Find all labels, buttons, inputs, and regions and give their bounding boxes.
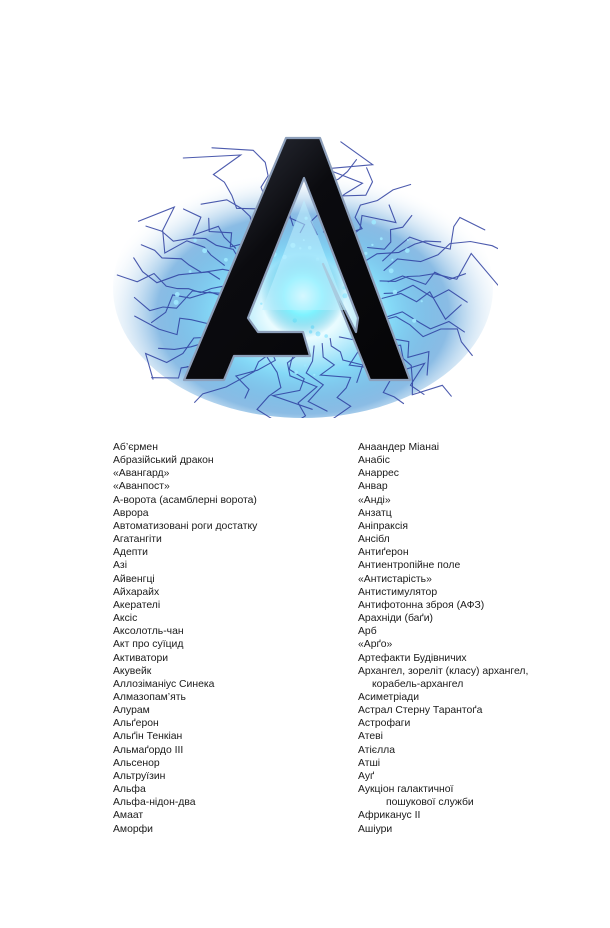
index-entry: Айвенгці [113,573,155,585]
index-entry: Ансібл [358,534,390,546]
index-entry: Алурам [113,705,150,717]
index-entry: Акувейк [113,665,152,677]
index-entry: Антиґерон [358,547,409,559]
circuit-node [189,270,192,273]
circuit-node [294,371,298,375]
circuit-node [412,319,416,323]
index-entry: Аксіс [113,613,138,625]
index-entry: Аллозіманіус Синека [113,678,215,690]
circuit-node [175,292,180,297]
index-entry: Ауґ [358,770,375,782]
index-entry: Абразійський дракон [113,455,214,467]
index-entry: Анабіс [358,455,390,467]
index-entry: «Авангард» [113,468,170,480]
circuit-node [224,258,228,262]
index-entry: корабель-архангел [372,678,464,690]
circuit-node [389,268,394,273]
index-entry: Анзатц [358,507,392,519]
index-entry: Альфа-нідон-два [113,797,196,809]
circuit-node [324,334,328,338]
index-entry: «Анді» [358,494,391,506]
circuit-node [380,237,383,240]
index-entry: «Антистарість» [358,573,432,585]
index-entry: Антифотонна зброя (АФЗ) [358,599,485,611]
index-entry: Альтруїзин [113,770,166,782]
index-entry: Амаат [113,810,144,822]
index-entry: Аніпраксія [358,520,408,532]
index-entry: Атші [358,757,381,769]
index-entry: Анвар [358,481,388,493]
index-entry: Аксолотль-чан [113,626,184,638]
index-entry: Аврора [113,507,149,519]
index-entry: Арахніди (баґи) [358,613,433,625]
circuit-node [202,248,207,253]
index-entry: Артефакти Будівничих [358,652,467,664]
circuit-node [393,290,397,294]
circuit-node [421,300,423,302]
index-entry: Арб [358,626,377,638]
index-entry: Асиметріади [358,691,419,703]
index-entry: Акт про суїцид [113,639,184,651]
circuit-node [405,248,410,253]
index-entry: Атієлла [358,744,395,756]
index-entry: Африканус ІІ [358,810,421,822]
index-entry: Антиентропійне поле [358,560,461,572]
index-entry: Алмазопам’ять [113,691,186,703]
index-entry: «Арґо» [358,639,393,651]
index-entry: пошукової служби [386,797,474,809]
index-entry: Альфа [113,784,146,796]
circuit-node [304,364,306,366]
index-entry: Агатангіти [113,534,162,546]
index-entry: Аб’єрмен [113,442,158,453]
index-entry: Анаандер Міанаі [358,442,440,453]
index-entry: Альґерон [113,718,159,730]
index-entry: Атеві [358,731,383,743]
circuit-node [364,252,367,255]
circuit-node [407,239,409,241]
circuit-node [313,374,315,376]
index-entry: Айхарайх [113,586,160,598]
emblem-graphic [108,118,498,418]
index-entry: Аморфи [113,823,153,835]
index-entry: «Аванпост» [113,481,170,493]
index-entry: Астрофаги [358,718,411,730]
index-entry: А-ворота (асамблерні ворота) [113,494,257,506]
index-entry: Азі [113,560,128,572]
index-entry: Адепти [113,547,148,559]
index-entry: Активатори [113,652,169,664]
circuit-node [391,259,393,261]
index-entry: Архангел, зорелiт (класу) архангел, [358,665,529,677]
index-entry: Альмаґордо ІІІ [113,744,184,756]
index-column-right [358,441,558,836]
index-entry: Аукціон галактичної [358,784,454,796]
circuit-node [371,244,373,246]
circuit-node [372,220,377,225]
index-entry: Альґін Тенкіан [113,731,183,743]
index-entry: Анаррес [358,468,399,480]
index-column-left [113,441,343,836]
letter-a-emblem [108,118,498,418]
circuit-node [174,300,179,305]
index-entry: Антистимулятор [358,586,438,598]
index-entry: Автоматизовані роги достатку [113,520,258,532]
index-entry: Альсенор [113,757,160,769]
circuit-node [193,239,196,242]
index-entry: Ашіури [358,823,393,835]
index-entry: Астрал Стерну Тарантоґа [358,705,483,717]
index-entry: Акерателі [113,599,161,611]
